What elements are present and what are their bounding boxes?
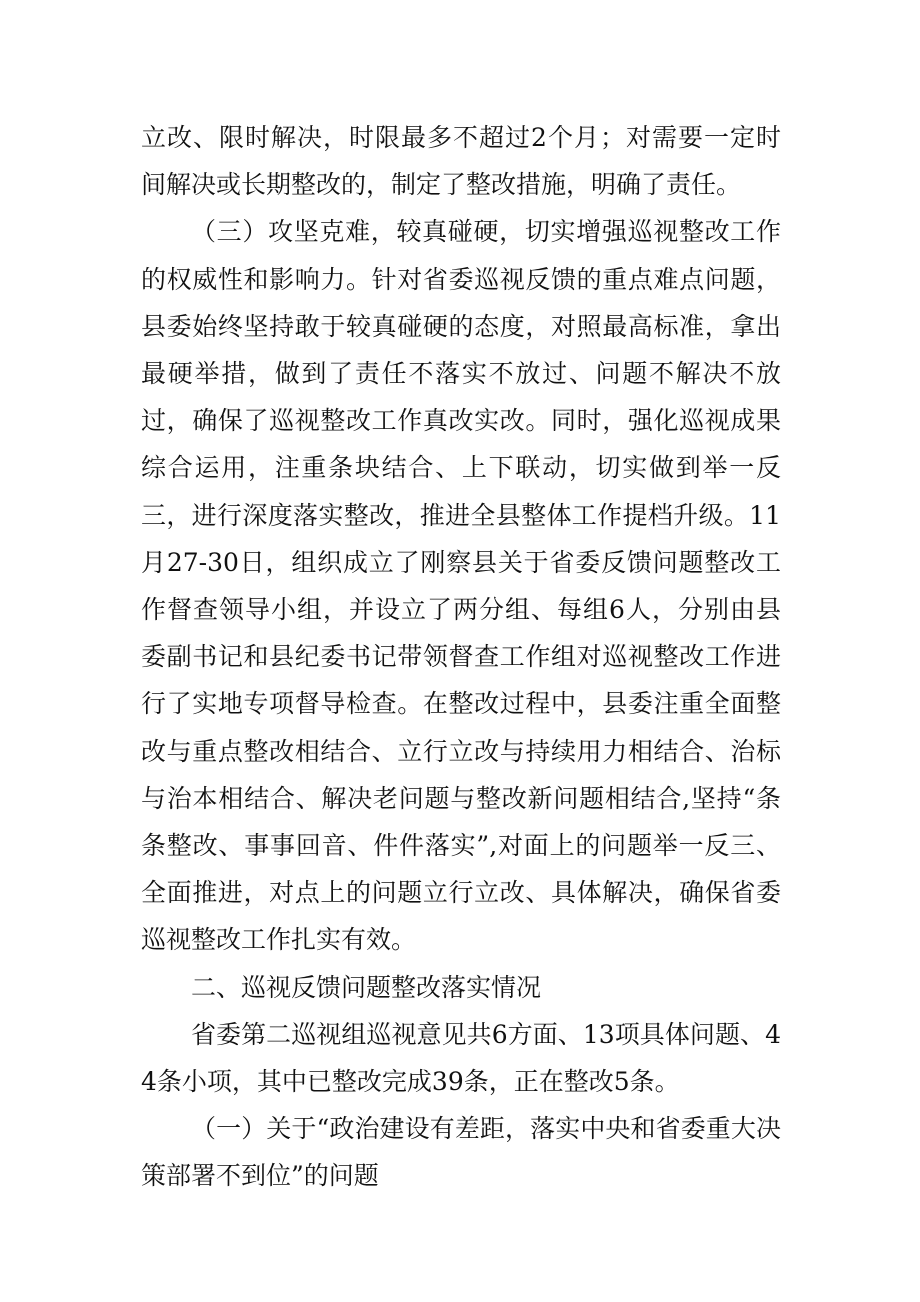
paragraph-summary: 省委第二巡视组巡视意见共6方面、13项具体问题、44条小项，其中已整改完成39条，正在整改5条。 [141, 1019, 781, 1097]
paragraph-continuation: 立改、限时解决，时限最多不超过2个月；对需要一定时间解决或长期整改的，制定了整改措施，明确了责任。 [141, 123, 781, 200]
section-heading-2: 二、巡视反馈问题整改落实情况 [191, 972, 542, 1002]
subheading-1: （一）关于“政治建设有差距，落实中央和省委重大决策部署不到位”的问题 [141, 1114, 781, 1191]
document-body [141, 114, 781, 1200]
paragraph-section-3: （三）攻坚克难，较真碰硬，切实增强巡视整改工作的权威性和影响力。针对省委巡视反馈的重点难点问题，县委始终坚持敢于较真碰硬的态度，对照最高标准，拿出最硬举措，做到了责任不落实不放过、问题不解决不放过，确保了巡视整改工作真改实改。同时，强化巡视成果综合运用，注重条块结合、上下联动，切实做到举一反三，进行深度落实整改，推进全县整体工作提档升级。11月27-30日，组织成立了刚察县关于省委反馈问题整改工作督查领导小组，并设立了两分组、每组6人，分别由县委副书记和县纪委书记带领督查工作组对巡视整改工作进行了实地专项督导检查。在整改过程中，县委注重全面整改与重点整改相结合、立行立改与持续用力相结合、治标与治本相结合、解决老问题与整改新问题相结合,坚持“条条整改、事事回音、件件落实”,对面上的问题举一反三、全面推进，对点上的问题立行立改、具体解决，确保省委巡视整改工作扎实有效。 [141, 217, 781, 955]
